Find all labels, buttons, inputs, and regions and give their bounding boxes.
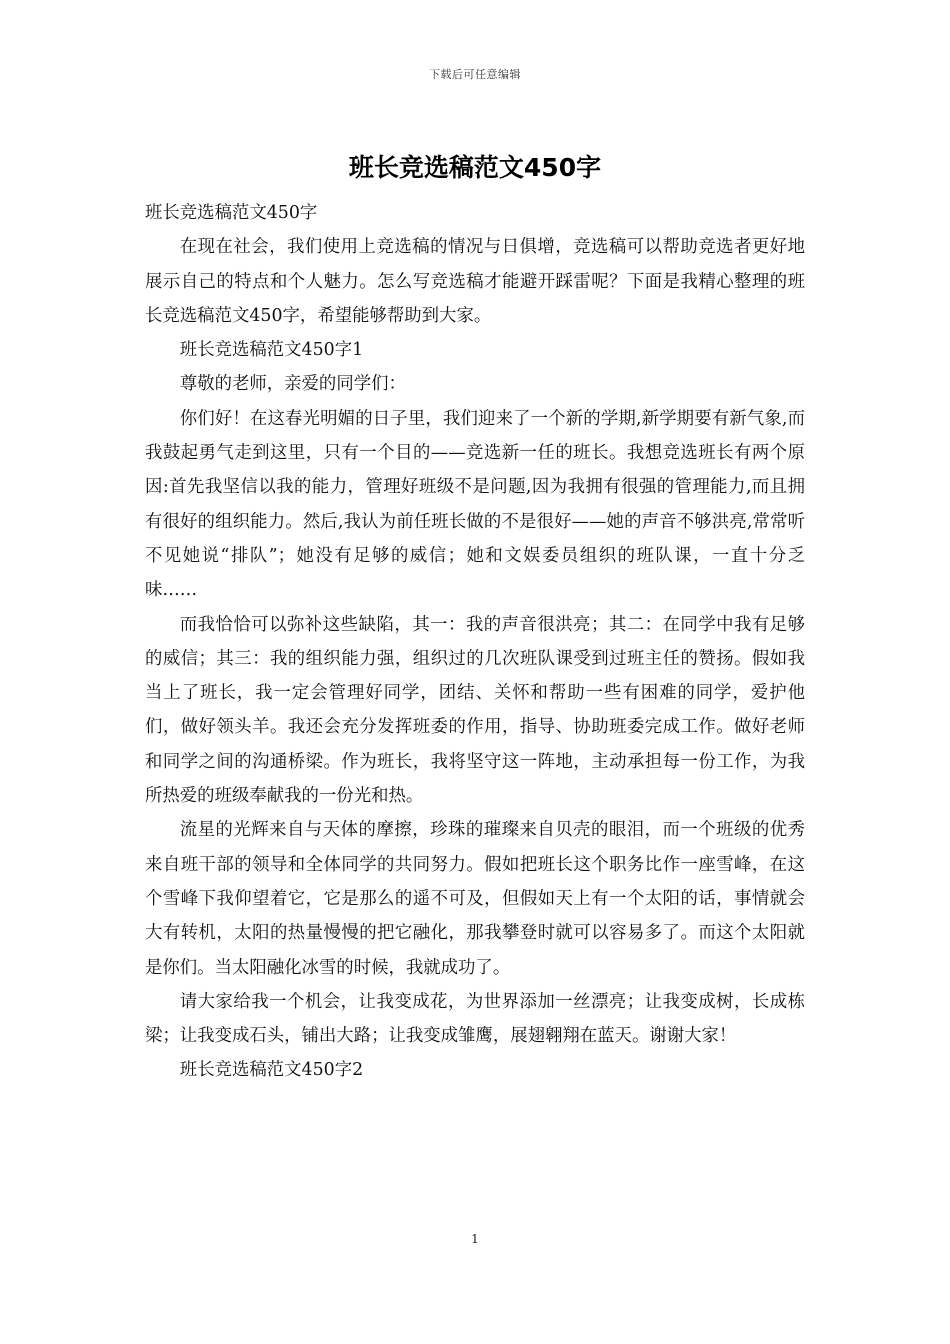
body-paragraph: 你们好！在这春光明媚的日子里，我们迎来了一个新的学期,新学期要有新气象,而我鼓起勇气走到这里，只有一个目的——竞选新一任的班长。我想竞选班长有两个原因:首先我坚信以我的能力，管理好班级不是问题,因为我拥有很强的管理能力,而且拥有很好的组织能力。然后,我认为前任班长做的不是很好——她的声音不够洪亮,常常听不见她说“排队”；她没有足够的威信；她和文娱委员组织的班队课，一直十分乏味……: [145, 408, 805, 601]
page-header: 下载后可任意编辑: [429, 68, 521, 81]
greeting-paragraph: 尊敬的老师，亲爱的同学们：: [179, 374, 406, 395]
body-paragraph: 流星的光辉来自与天体的摩擦，珍珠的璀璨来自贝壳的眼泪，而一个班级的优秀来自班干部的领导和全体同学的共同努力。假如把班长这个职务比作一座雪峰，在这个雪峰下我仰望着它，它是那么的遥不可及，但假如天上有一个太阳的话，事情就会大有转机，太阳的热量慢慢的把它融化，那我攀登时就可以容易多了。而这个太阳就是你们。当太阳融化冰雪的时候，我就成功了。: [145, 820, 805, 978]
document-body: [145, 196, 805, 1088]
section-heading-1: 班长竞选稿范文450字1: [179, 340, 364, 361]
body-paragraph: 请大家给我一个机会，让我变成花，为世界添加一丝漂亮；让我变成树，长成栋梁；让我变成石头，铺出大路；让我变成雏鹰，展翅翱翔在蓝天。谢谢大家！: [145, 991, 805, 1047]
intro-paragraph: 在现在社会，我们使用上竞选稿的情况与日俱增，竞选稿可以帮助竞选者更好地展示自己的特点和个人魅力。怎么写竞选稿才能避开踩雷呢？下面是我精心整理的班长竞选稿范文450字，希望能够帮助到大家。: [145, 237, 805, 326]
page-number: 1: [471, 1232, 479, 1246]
section-heading-2: 班长竞选稿范文450字2: [179, 1060, 364, 1081]
body-paragraph: 而我恰恰可以弥补这些缺陷，其一：我的声音很洪亮；其二：在同学中我有足够的威信；其三：我的组织能力强，组织过的几次班队课受到过班主任的赞扬。假如我当上了班长，我一定会管理好同学，团结、关怀和帮助一些有困难的同学，爱护他们，做好领头羊。我还会充分发挥班委的作用，指导、协助班委完成工作。做好老师和同学之间的沟通桥梁。作为班长，我将坚守这一阵地，主动承担每一份工作，为我所热爱的班级奉献我的一份光和热。: [145, 614, 805, 807]
subtitle-line: 班长竞选稿范文450字: [145, 203, 318, 223]
document-title: 班长竞选稿范文450字: [348, 153, 602, 182]
